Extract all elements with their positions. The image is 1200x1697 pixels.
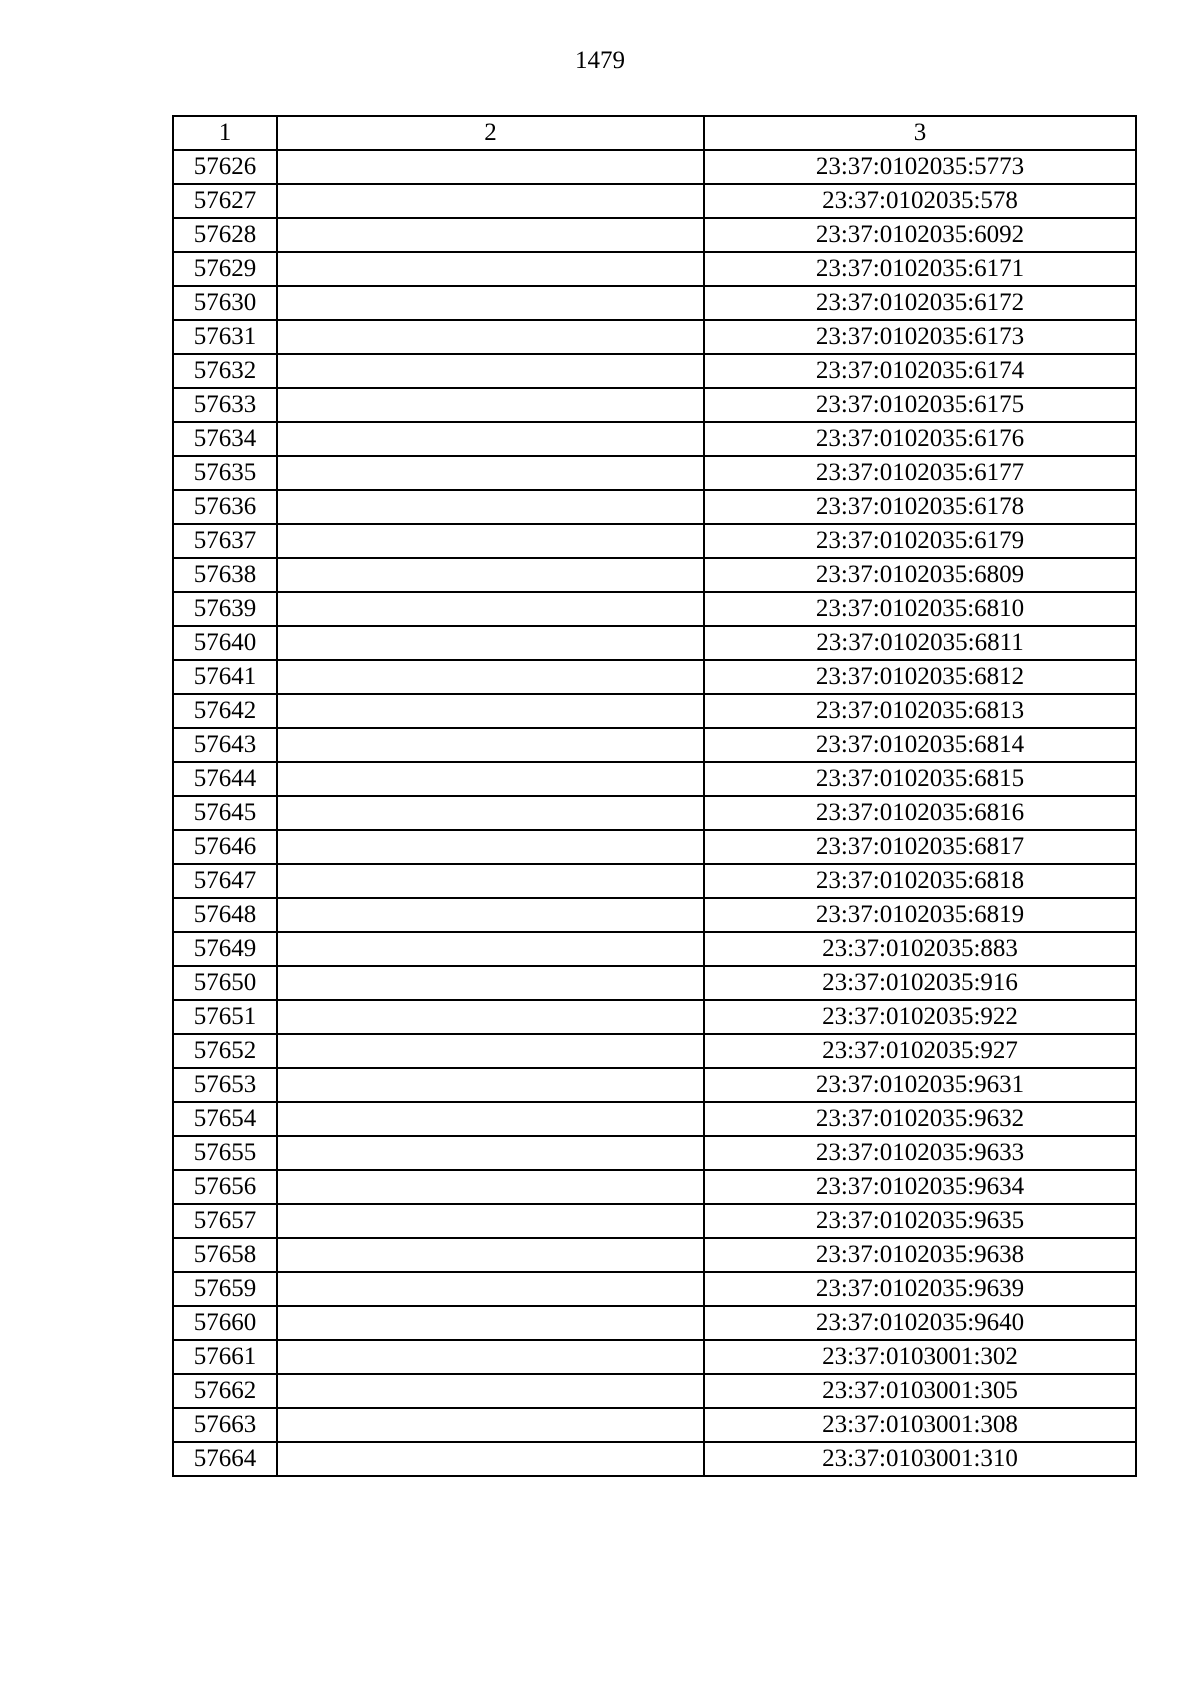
- cadastral-number-cell: 23:37:0102035:916: [704, 966, 1136, 1000]
- cadastral-number-cell: 23:37:0102035:922: [704, 1000, 1136, 1034]
- description-cell: [277, 592, 704, 626]
- cadastral-number-cell: 23:37:0102035:6814: [704, 728, 1136, 762]
- table-header-row: [173, 116, 1136, 150]
- row-number-cell: 57658: [173, 1238, 277, 1272]
- description-cell: [277, 1374, 704, 1408]
- row-number-cell: 57633: [173, 388, 277, 422]
- cadastral-number-cell: 23:37:0102035:6815: [704, 762, 1136, 796]
- row-number-cell: 57648: [173, 898, 277, 932]
- cadastral-number-cell: 23:37:0102035:6175: [704, 388, 1136, 422]
- cadastral-number-cell: 23:37:0102035:6174: [704, 354, 1136, 388]
- table-row: [173, 592, 1136, 626]
- table-row: [173, 320, 1136, 354]
- row-number-cell: 57637: [173, 524, 277, 558]
- table-row: [173, 150, 1136, 184]
- cadastral-number-cell: 23:37:0102035:6178: [704, 490, 1136, 524]
- row-number-cell: 57650: [173, 966, 277, 1000]
- description-cell: [277, 490, 704, 524]
- table-row: [173, 728, 1136, 762]
- cadastral-number-cell: 23:37:0102035:6818: [704, 864, 1136, 898]
- cadastral-number-cell: 23:37:0103001:305: [704, 1374, 1136, 1408]
- row-number-cell: 57644: [173, 762, 277, 796]
- description-cell: [277, 1238, 704, 1272]
- table-row: [173, 184, 1136, 218]
- cadastral-number-cell: 23:37:0102035:6171: [704, 252, 1136, 286]
- row-number-cell: 57654: [173, 1102, 277, 1136]
- table-row: [173, 1000, 1136, 1034]
- cadastral-number-cell: 23:37:0102035:9639: [704, 1272, 1136, 1306]
- row-number-cell: 57629: [173, 252, 277, 286]
- row-number-cell: 57632: [173, 354, 277, 388]
- table-row: [173, 796, 1136, 830]
- row-number-cell: 57646: [173, 830, 277, 864]
- row-number-cell: 57626: [173, 150, 277, 184]
- row-number-cell: 57630: [173, 286, 277, 320]
- row-number-cell: 57635: [173, 456, 277, 490]
- cadastral-number-cell: 23:37:0103001:310: [704, 1442, 1136, 1476]
- table-row: [173, 1442, 1136, 1476]
- description-cell: [277, 932, 704, 966]
- table-row: [173, 932, 1136, 966]
- description-cell: [277, 898, 704, 932]
- row-number-cell: 57631: [173, 320, 277, 354]
- description-cell: [277, 354, 704, 388]
- column-header-3: 3: [704, 116, 1136, 150]
- cadastral-number-cell: 23:37:0103001:302: [704, 1340, 1136, 1374]
- cadastral-number-cell: 23:37:0102035:6810: [704, 592, 1136, 626]
- table-row: [173, 286, 1136, 320]
- description-cell: [277, 1306, 704, 1340]
- description-cell: [277, 1340, 704, 1374]
- page-number: 1479: [575, 47, 625, 74]
- table-row: [173, 1272, 1136, 1306]
- row-number-cell: 57662: [173, 1374, 277, 1408]
- cadastral-number-cell: 23:37:0102035:9635: [704, 1204, 1136, 1238]
- description-cell: [277, 796, 704, 830]
- table-row: [173, 1170, 1136, 1204]
- cadastral-number-cell: 23:37:0102035:6813: [704, 694, 1136, 728]
- description-cell: [277, 626, 704, 660]
- table-row: [173, 422, 1136, 456]
- description-cell: [277, 1034, 704, 1068]
- column-header-2: 2: [277, 116, 704, 150]
- cadastral-number-cell: 23:37:0102035:927: [704, 1034, 1136, 1068]
- cadastral-number-cell: 23:37:0102035:6177: [704, 456, 1136, 490]
- table-row: [173, 218, 1136, 252]
- row-number-cell: 57651: [173, 1000, 277, 1034]
- description-cell: [277, 1170, 704, 1204]
- description-cell: [277, 1068, 704, 1102]
- cadastral-number-cell: 23:37:0102035:6172: [704, 286, 1136, 320]
- cadastral-number-cell: 23:37:0102035:9634: [704, 1170, 1136, 1204]
- cadastral-number-cell: 23:37:0102035:9640: [704, 1306, 1136, 1340]
- description-cell: [277, 1442, 704, 1476]
- description-cell: [277, 218, 704, 252]
- data-table: [172, 115, 1137, 1477]
- table-row: [173, 558, 1136, 592]
- table-row: [173, 490, 1136, 524]
- row-number-cell: 57627: [173, 184, 277, 218]
- cadastral-number-cell: 23:37:0102035:6173: [704, 320, 1136, 354]
- row-number-cell: 57643: [173, 728, 277, 762]
- description-cell: [277, 524, 704, 558]
- description-cell: [277, 1136, 704, 1170]
- cadastral-number-cell: 23:37:0102035:9632: [704, 1102, 1136, 1136]
- row-number-cell: 57645: [173, 796, 277, 830]
- description-cell: [277, 558, 704, 592]
- cadastral-number-cell: 23:37:0102035:5773: [704, 150, 1136, 184]
- table-row: [173, 456, 1136, 490]
- description-cell: [277, 694, 704, 728]
- row-number-cell: 57655: [173, 1136, 277, 1170]
- cadastral-number-cell: 23:37:0103001:308: [704, 1408, 1136, 1442]
- row-number-cell: 57660: [173, 1306, 277, 1340]
- table-row: [173, 898, 1136, 932]
- table-row: [173, 1306, 1136, 1340]
- cadastral-number-cell: 23:37:0102035:6819: [704, 898, 1136, 932]
- row-number-cell: 57639: [173, 592, 277, 626]
- cadastral-number-cell: 23:37:0102035:6809: [704, 558, 1136, 592]
- table-row: [173, 1068, 1136, 1102]
- table-row: [173, 354, 1136, 388]
- row-number-cell: 57628: [173, 218, 277, 252]
- cadastral-number-cell: 23:37:0102035:9631: [704, 1068, 1136, 1102]
- row-number-cell: 57652: [173, 1034, 277, 1068]
- cadastral-number-cell: 23:37:0102035:883: [704, 932, 1136, 966]
- description-cell: [277, 184, 704, 218]
- cadastral-number-cell: 23:37:0102035:6811: [704, 626, 1136, 660]
- table-row: [173, 252, 1136, 286]
- row-number-cell: 57657: [173, 1204, 277, 1238]
- description-cell: [277, 1408, 704, 1442]
- description-cell: [277, 1272, 704, 1306]
- row-number-cell: 57656: [173, 1170, 277, 1204]
- description-cell: [277, 830, 704, 864]
- row-number-cell: 57659: [173, 1272, 277, 1306]
- row-number-cell: 57634: [173, 422, 277, 456]
- description-cell: [277, 1204, 704, 1238]
- description-cell: [277, 150, 704, 184]
- description-cell: [277, 864, 704, 898]
- table-row: [173, 524, 1136, 558]
- cadastral-number-cell: 23:37:0102035:6817: [704, 830, 1136, 864]
- row-number-cell: 57653: [173, 1068, 277, 1102]
- description-cell: [277, 456, 704, 490]
- row-number-cell: 57641: [173, 660, 277, 694]
- row-number-cell: 57661: [173, 1340, 277, 1374]
- table-row: [173, 388, 1136, 422]
- description-cell: [277, 966, 704, 1000]
- cadastral-number-cell: 23:37:0102035:6092: [704, 218, 1136, 252]
- row-number-cell: 57636: [173, 490, 277, 524]
- table-row: [173, 626, 1136, 660]
- table-body: [173, 150, 1136, 1476]
- table-row: [173, 762, 1136, 796]
- description-cell: [277, 762, 704, 796]
- table-row: [173, 1340, 1136, 1374]
- row-number-cell: 57664: [173, 1442, 277, 1476]
- table-row: [173, 864, 1136, 898]
- description-cell: [277, 388, 704, 422]
- row-number-cell: 57638: [173, 558, 277, 592]
- description-cell: [277, 660, 704, 694]
- row-number-cell: 57663: [173, 1408, 277, 1442]
- description-cell: [277, 1102, 704, 1136]
- column-header-1: 1: [173, 116, 277, 150]
- row-number-cell: 57640: [173, 626, 277, 660]
- table-row: [173, 1238, 1136, 1272]
- cadastral-number-cell: 23:37:0102035:6176: [704, 422, 1136, 456]
- table-row: [173, 1102, 1136, 1136]
- cadastral-number-cell: 23:37:0102035:9633: [704, 1136, 1136, 1170]
- cadastral-number-cell: 23:37:0102035:6179: [704, 524, 1136, 558]
- table-row: [173, 1034, 1136, 1068]
- table-row: [173, 1136, 1136, 1170]
- description-cell: [277, 252, 704, 286]
- table-row: [173, 1408, 1136, 1442]
- table-row: [173, 1374, 1136, 1408]
- table-row: [173, 1204, 1136, 1238]
- cadastral-number-cell: 23:37:0102035:9638: [704, 1238, 1136, 1272]
- table-row: [173, 830, 1136, 864]
- cadastral-number-cell: 23:37:0102035:578: [704, 184, 1136, 218]
- description-cell: [277, 422, 704, 456]
- cadastral-number-cell: 23:37:0102035:6812: [704, 660, 1136, 694]
- cadastral-number-cell: 23:37:0102035:6816: [704, 796, 1136, 830]
- description-cell: [277, 1000, 704, 1034]
- row-number-cell: 57642: [173, 694, 277, 728]
- table-row: [173, 660, 1136, 694]
- row-number-cell: 57649: [173, 932, 277, 966]
- description-cell: [277, 320, 704, 354]
- description-cell: [277, 728, 704, 762]
- table-row: [173, 694, 1136, 728]
- table-row: [173, 966, 1136, 1000]
- description-cell: [277, 286, 704, 320]
- row-number-cell: 57647: [173, 864, 277, 898]
